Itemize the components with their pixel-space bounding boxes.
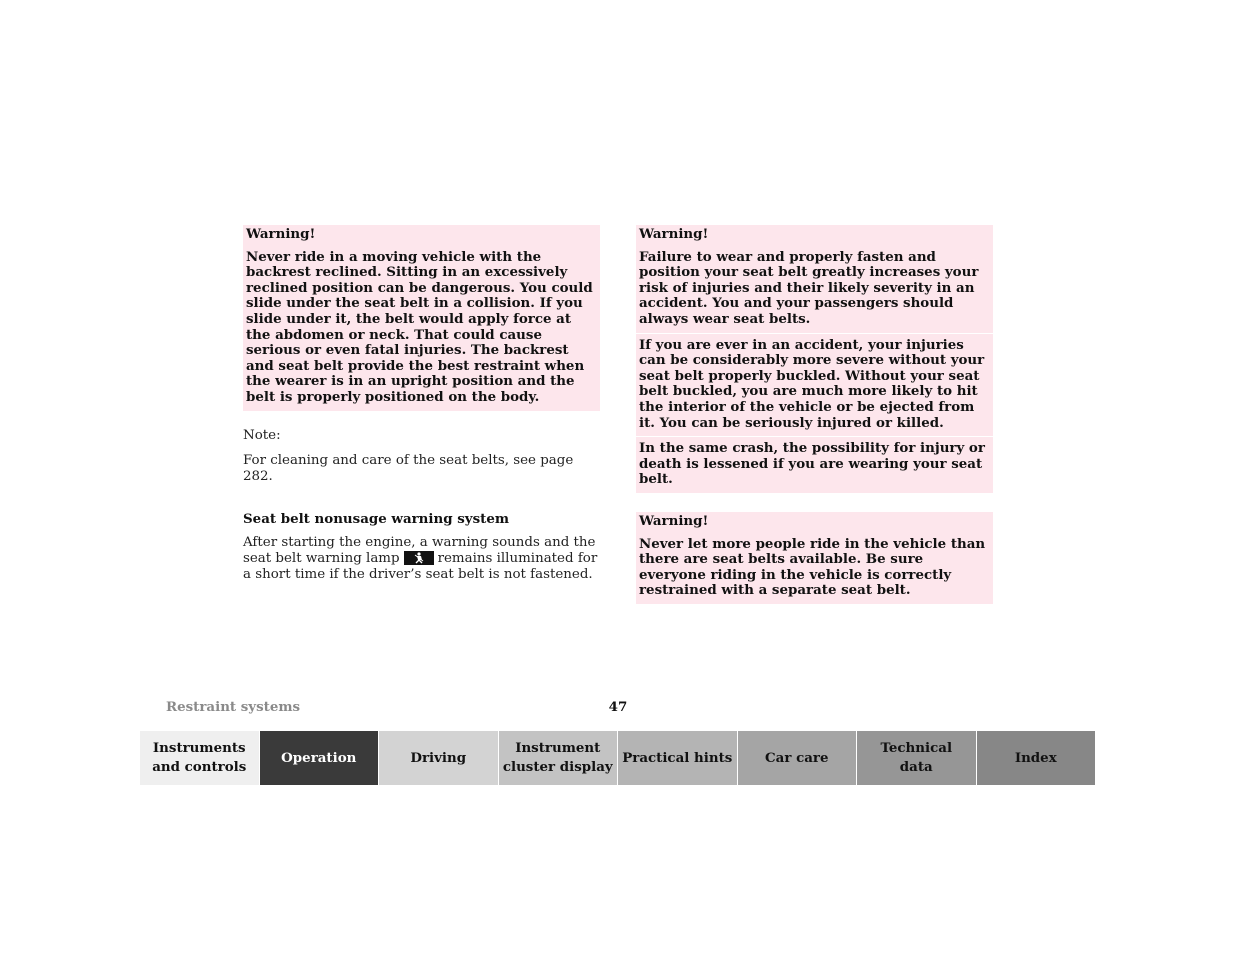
warning-paragraph: If you are ever in an accident, your injuries can be considerably more severe without your seat belt properly buckled. Without your seat belt buckled, you are much more likely to hit the interior of the vehicle or be ejected from it. You can be seriously injured or killed. xyxy=(636,333,993,437)
section-text-after: remains illuminated for a short time if the driver’s seat belt is not fastened. xyxy=(243,550,598,582)
tab-operation[interactable]: Operation xyxy=(260,731,380,785)
tab-car-care[interactable]: Car care xyxy=(738,731,858,785)
warning-paragraph: Failure to wear and properly fasten and position your seat belt greatly increases your risk of injuries and their likely severity in an accident. You and your passengers should always wear seat belts. xyxy=(639,248,979,327)
right-column xyxy=(636,225,993,604)
tab-index[interactable]: Index xyxy=(977,731,1096,785)
warning-title: Warning! xyxy=(246,226,316,242)
tab-instrument-cluster-display[interactable]: Instrument cluster display xyxy=(499,731,619,785)
warning-text: Never ride in a moving vehicle with the backrest reclined. Sitting in an excessively reclined position can be dangerous. You could slide under the seat belt in a collision. If you slide under it, the belt would apply force at the abdomen or neck. That could cause serious or even fatal injuries. The backrest and seat belt provide the best restraint when the wearer is in an upright position and the belt is properly positioned on the body. xyxy=(246,248,593,405)
warning-title: Warning! xyxy=(639,226,709,242)
warning-box-reclined-backrest xyxy=(243,225,600,411)
tab-driving[interactable]: Driving xyxy=(379,731,499,785)
warning-paragraph: In the same crash, the possibility for injury or death is lessened if you are wearing your seat belt. xyxy=(636,436,993,493)
warning-title: Warning! xyxy=(639,512,709,529)
note-label: Note: xyxy=(243,427,281,443)
page-number: 47 xyxy=(608,699,628,715)
warning-box-passenger-count xyxy=(636,512,993,604)
section-text-before: After starting the engine, a warning sounds and the seat belt warning lamp xyxy=(243,534,596,566)
seat-belt-warning-lamp-icon xyxy=(404,551,434,565)
chapter-navigation xyxy=(140,731,1095,785)
section-paragraph xyxy=(243,535,600,583)
footer-section-title: Restraint systems xyxy=(166,699,301,715)
section-heading: Seat belt nonusage warning system xyxy=(243,510,510,527)
tab-instruments-and-controls[interactable]: Instruments and controls xyxy=(140,731,260,785)
left-column xyxy=(243,225,600,583)
tab-practical-hints[interactable]: Practical hints xyxy=(618,731,738,785)
warning-text: Never let more people ride in the vehicle than there are seat belts available. Be sure everyone riding in the vehicle is correctly restrained with a separate seat belt. xyxy=(639,535,986,599)
tab-technical-data[interactable]: Technical data xyxy=(857,731,977,785)
note-text: For cleaning and care of the seat belts, see page 282. xyxy=(243,452,574,484)
warning-box-seat-belt-use xyxy=(636,225,993,493)
